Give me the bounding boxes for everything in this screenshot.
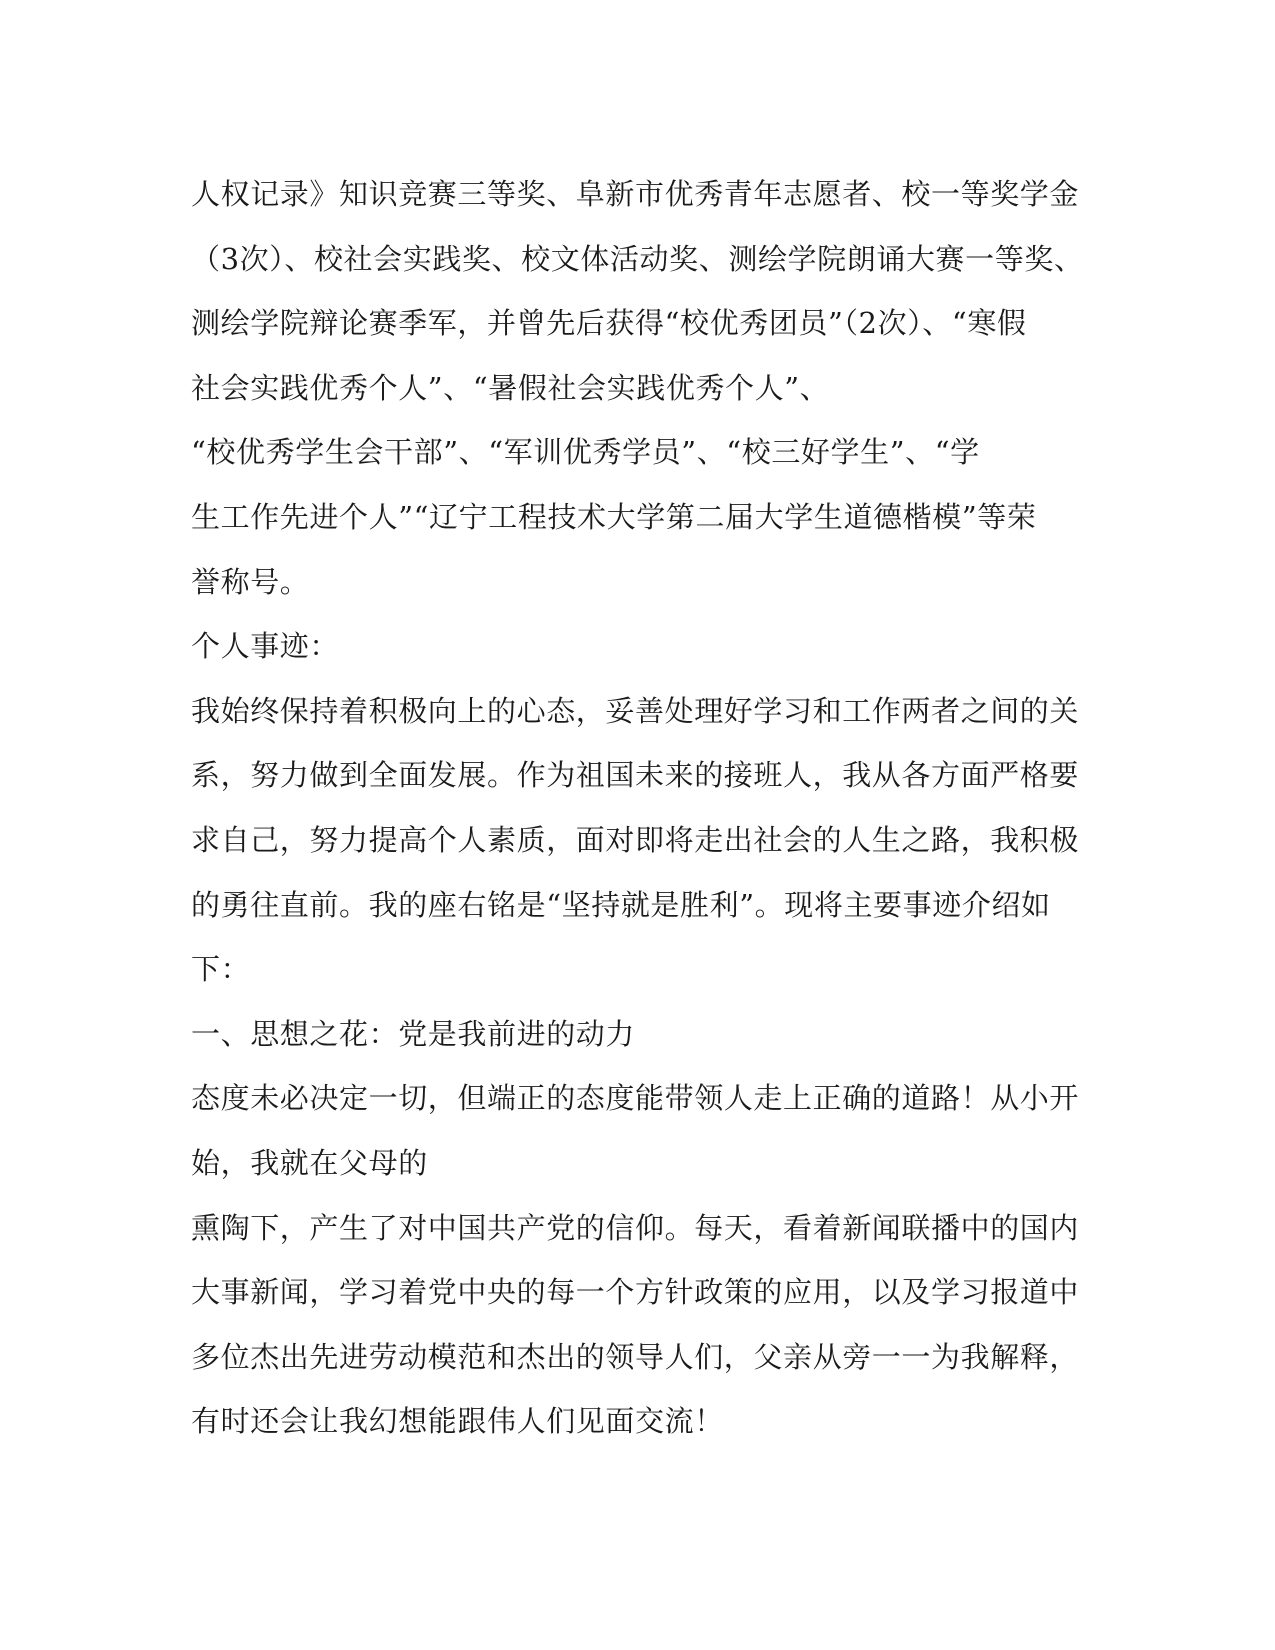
text-line: 始，我就在父母的 [191, 1145, 428, 1180]
text-line: 态度未必决定一切，但端正的态度能带领人走上正确的道路！从小开 [191, 1081, 1080, 1116]
text-line: 我始终保持着积极向上的心态，妥善处理好学习和工作两者之间的关 [191, 693, 1080, 728]
text-line: “校优秀学生会干部”、“军训优秀学员”、“校三好学生”、“学 [191, 435, 980, 470]
text-line: 社会实践优秀个人”、“暑假社会实践优秀个人”、 [191, 370, 830, 405]
body-text [191, 162, 1091, 1454]
text-line: 誉称号。 [191, 564, 310, 599]
text-line: 求自己，努力提高个人素质，面对即将走出社会的人生之路，我积极 [191, 822, 1080, 857]
text-line: 系，努力做到全面发展。作为祖国未来的接班人，我从各方面严格要 [191, 758, 1080, 793]
text-line: 测绘学院辩论赛季军，并曾先后获得“校优秀团员”（2次）、“寒假 [191, 306, 1027, 341]
section-heading: 个人事迹： [191, 629, 340, 664]
section-heading: 一、思想之花：党是我前进的动力 [191, 1016, 636, 1051]
text-line: 下： [191, 952, 251, 987]
text-line: 大事新闻，学习着党中央的每一个方针政策的应用，以及学习报道中 [191, 1275, 1080, 1310]
text-line: 人权记录》知识竞赛三等奖、阜新市优秀青年志愿者、校一等奖学金 [191, 177, 1080, 211]
text-line: 生工作先进个人”“辽宁工程技术大学第二届大学生道德楷模”等荣 [191, 499, 1037, 534]
text-line: 有时还会让我幻想能跟伟人们见面交流！ [191, 1404, 724, 1439]
text-line: 熏陶下，产生了对中国共产党的信仰。每天，看着新闻联播中的国内 [191, 1210, 1080, 1245]
text-line: 多位杰出先进劳动模范和杰出的领导人们，父亲从旁一一为我解释， [191, 1339, 1080, 1374]
text-line: （3次）、校社会实践奖、校文体活动奖、测绘学院朗诵大赛一等奖、 [191, 241, 1084, 276]
text-line: 的勇往直前。我的座右铭是“坚持就是胜利”。现将主要事迹介绍如 [191, 887, 1051, 922]
